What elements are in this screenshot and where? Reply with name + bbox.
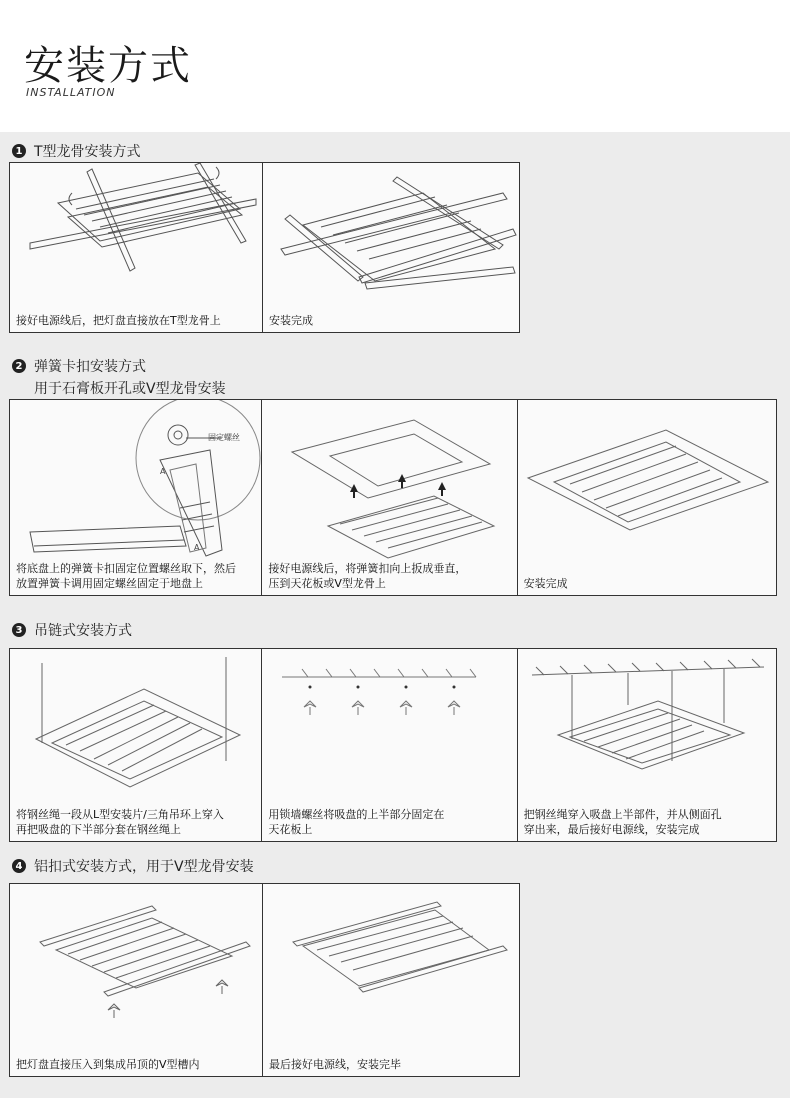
page-subtitle: INSTALLATION <box>26 86 116 99</box>
section-4-heading <box>12 856 254 876</box>
step-cell <box>263 884 519 1076</box>
step-cell <box>518 400 776 595</box>
step-caption: 接好电源线后，把灯盘直接放在T型龙骨上 <box>16 314 221 327</box>
section-title: T型龙骨安装方式 <box>34 144 141 160</box>
step-cell <box>262 400 517 595</box>
step-cell <box>10 884 263 1076</box>
section-number-badge: 3 <box>12 623 26 637</box>
section-2-panel <box>9 399 777 596</box>
svg-text:A: A <box>194 543 200 552</box>
section-number-badge: 1 <box>12 144 26 158</box>
step-caption: 安装完成 <box>269 314 314 327</box>
step-cell <box>10 649 262 841</box>
section-title: 铝扣式安装方式，用于V型龙骨安装 <box>34 859 254 875</box>
step-cell <box>10 163 263 332</box>
section-title: 吊链式安装方式 <box>34 623 132 639</box>
section-number-badge: 2 <box>12 359 26 373</box>
step-caption: 将钢丝绳一段从L型安装片/三角吊环上穿入 再把吸盘的下半部分套在钢丝绳上 <box>16 808 224 836</box>
step-cell <box>10 400 262 595</box>
section-1-panel <box>9 162 520 333</box>
t-bar-complete-illustration <box>263 163 519 332</box>
step-caption: 最后接好电源线，安装完毕 <box>269 1058 402 1071</box>
section-number-badge: 4 <box>12 859 26 873</box>
section-2-subtitle: 用于石膏板开孔或V型龙骨安装 <box>34 381 226 397</box>
step-cell <box>263 163 519 332</box>
step-cell <box>262 649 517 841</box>
step-caption: 安装完成 <box>523 577 568 590</box>
section-3-panel <box>9 648 777 842</box>
svg-text:A: A <box>160 467 166 476</box>
step-caption: 用锁墙螺丝将吸盘的上半部分固定在 天花板上 <box>268 808 445 836</box>
aluminum-clip-complete-illustration <box>263 884 519 1076</box>
section-4-panel <box>9 883 520 1077</box>
section-2-heading <box>12 356 146 376</box>
page-title: 安装方式 <box>24 43 192 89</box>
page-header <box>0 0 790 132</box>
section-title: 弹簧卡扣安装方式 <box>34 359 146 375</box>
spring-clip-complete-illustration <box>518 400 776 595</box>
step-cell <box>518 649 776 841</box>
section-1-heading <box>12 141 141 161</box>
t-bar-placement-illustration <box>10 163 263 332</box>
step-caption: 把灯盘直接压入到集成吊顶的V型槽内 <box>16 1058 200 1071</box>
screw-label: 固定螺丝 <box>208 433 240 442</box>
step-caption: 接好电源线后，将弹簧扣向上扳成垂直， 压到天花板或V型龙骨上 <box>268 562 467 590</box>
aluminum-clip-press-illustration <box>10 884 263 1076</box>
section-3-heading <box>12 620 132 640</box>
step-caption: 将底盘上的弹簧卡扣固定位置螺丝取下，然后 放置弹簧卡调用固定螺丝固定于地盘上 <box>16 562 236 590</box>
step-caption: 把钢丝绳穿入吸盘上半部件，并从侧面孔 穿出来，最后接好电源线，安装完成 <box>523 808 722 836</box>
